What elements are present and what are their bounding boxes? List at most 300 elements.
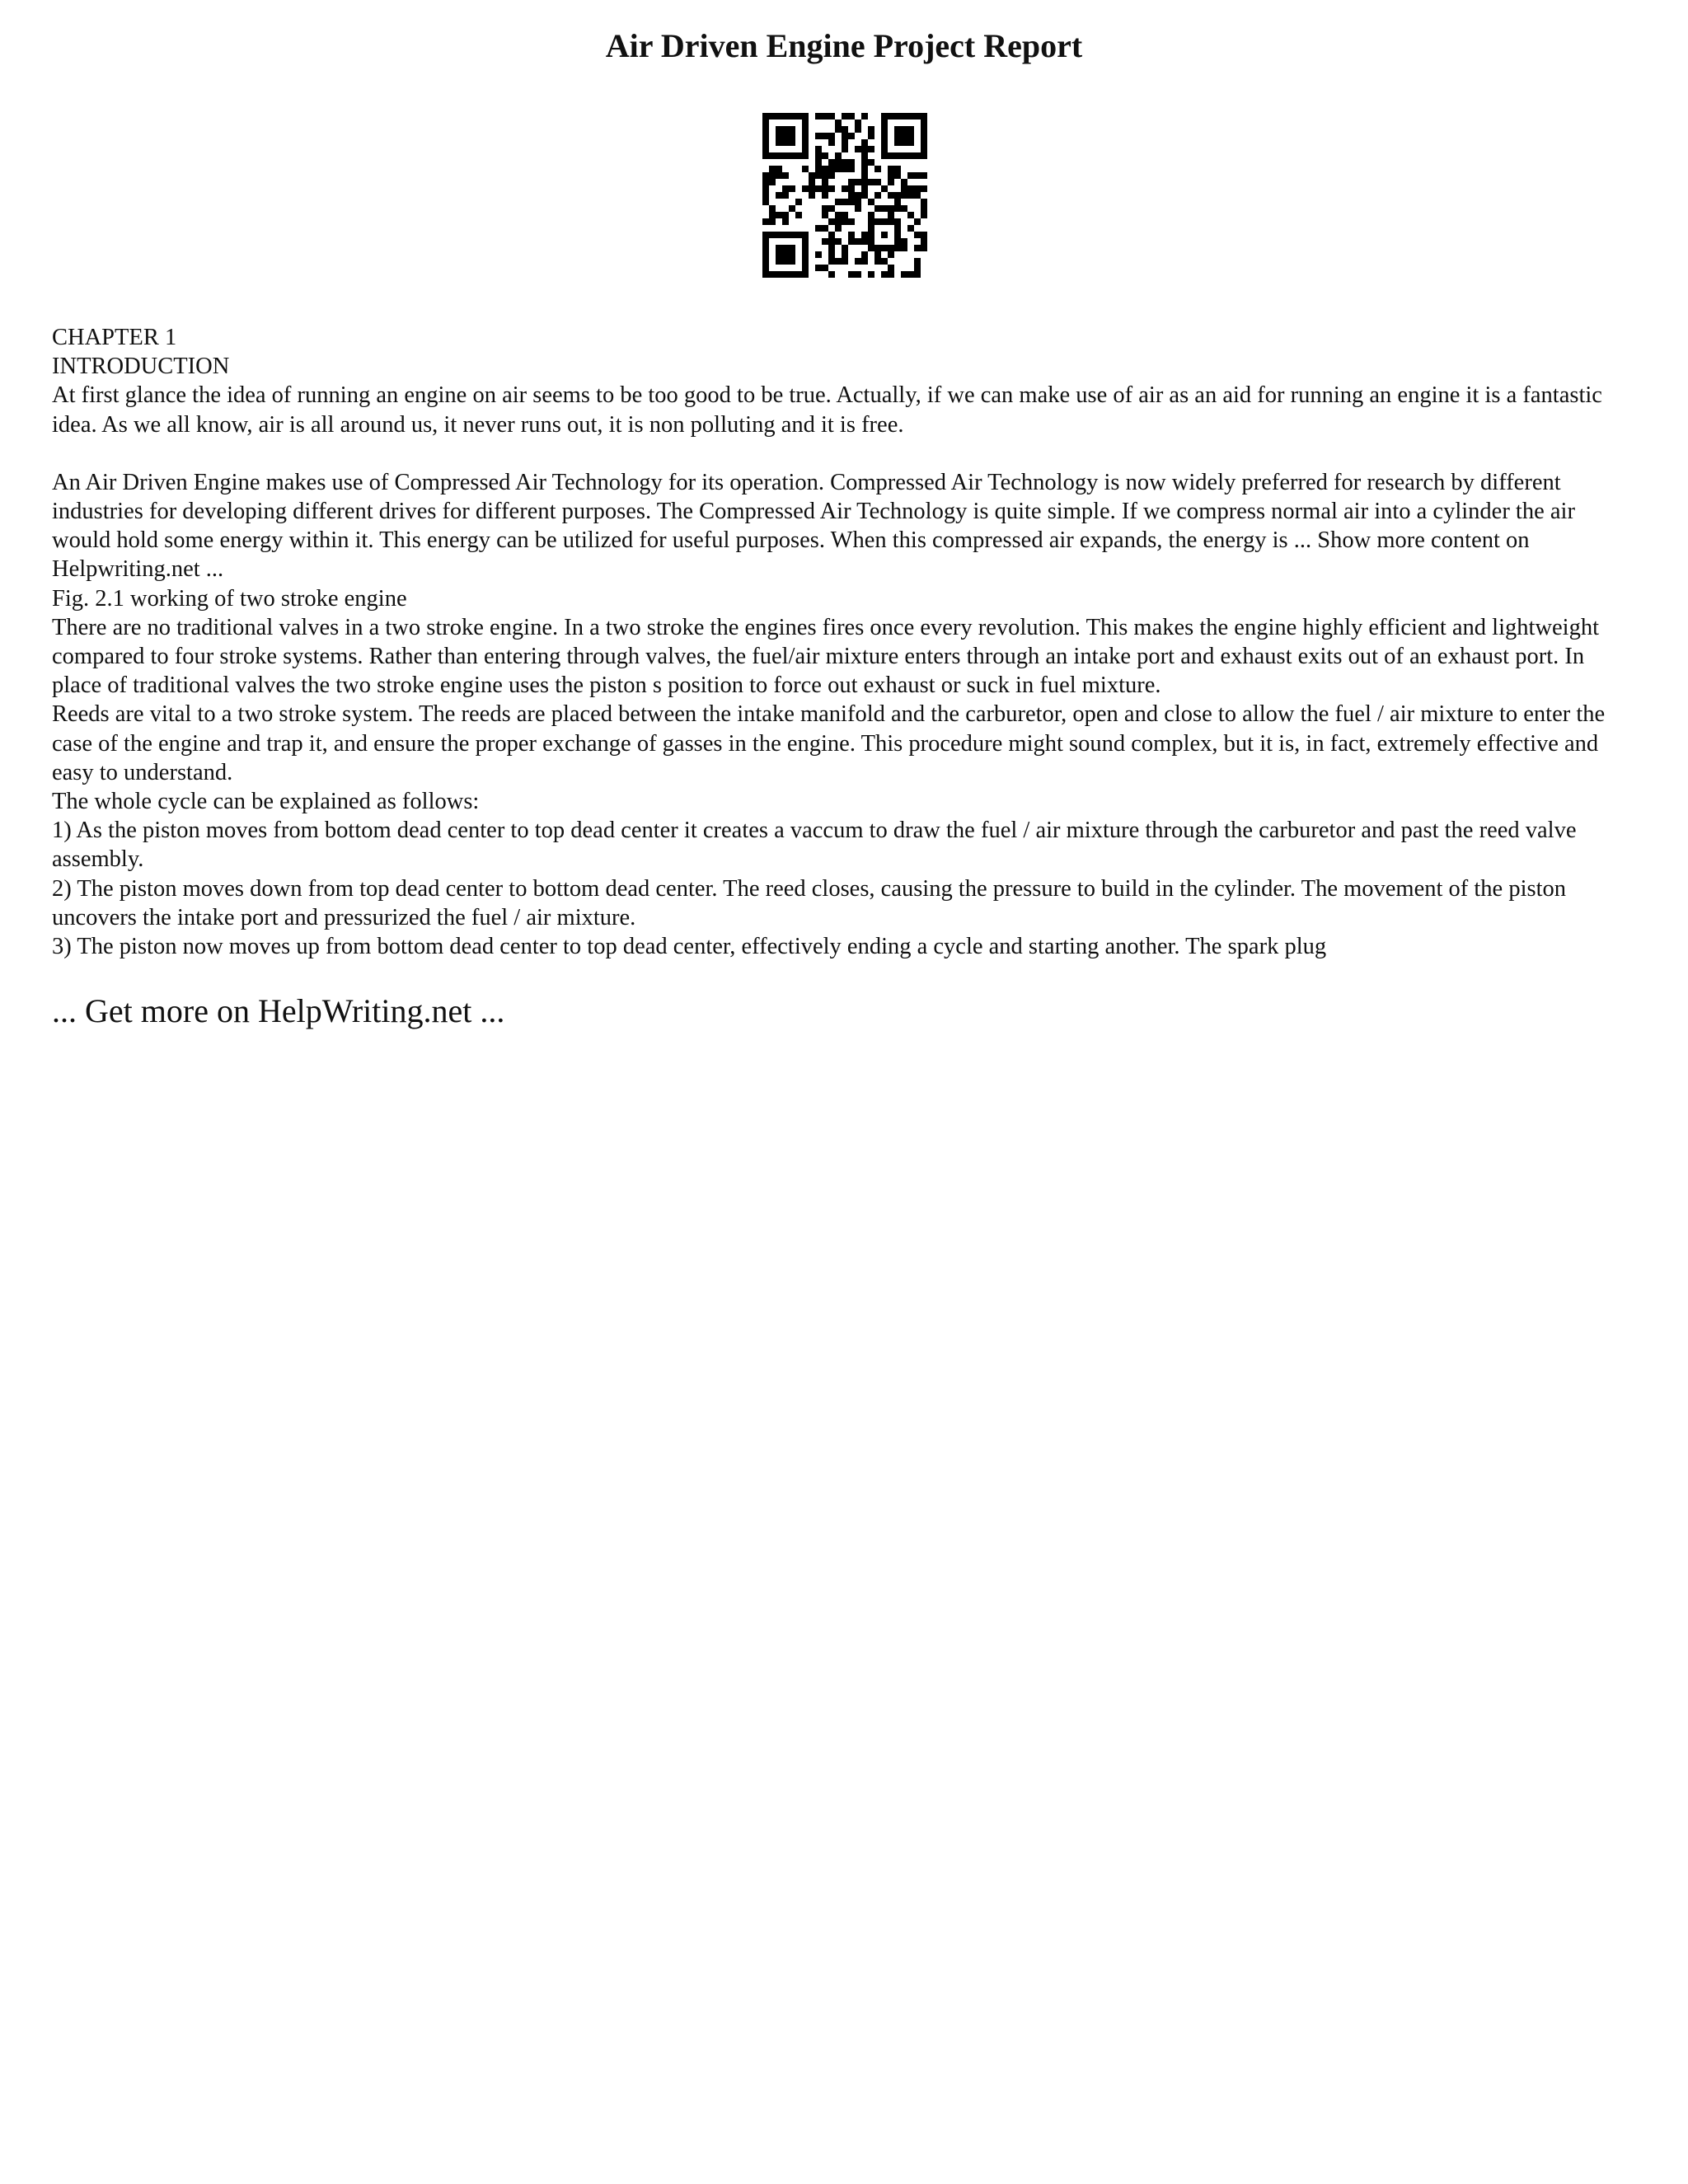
qr-module (782, 271, 789, 278)
qr-module (894, 152, 901, 159)
qr-module (848, 179, 855, 185)
qr-module (921, 238, 927, 245)
qr-module (901, 126, 907, 133)
qr-module (822, 133, 828, 139)
qr-module (907, 192, 914, 199)
qr-module (822, 205, 828, 212)
qr-module (894, 192, 901, 199)
qr-module (776, 245, 782, 251)
qr-module (888, 172, 894, 179)
qr-module (868, 238, 874, 245)
qr-module (848, 113, 855, 120)
qr-module (855, 126, 861, 133)
qr-module (809, 172, 815, 179)
qr-module (842, 212, 848, 218)
qr-module (776, 212, 782, 218)
qr-module (901, 192, 907, 199)
qr-module (907, 185, 914, 192)
qr-module (762, 258, 769, 265)
qr-module (782, 192, 789, 199)
qr-module (782, 113, 789, 120)
qr-module (822, 238, 828, 245)
qr-module (848, 199, 855, 205)
qr-module (782, 232, 789, 238)
qr-module (835, 120, 842, 126)
qr-module (789, 185, 795, 192)
qr-module (861, 185, 868, 192)
qr-code-graphic (762, 113, 927, 278)
qr-module (881, 271, 888, 278)
qr-module (861, 152, 868, 159)
qr-module (769, 232, 776, 238)
qr-module (901, 205, 907, 212)
qr-module (782, 245, 789, 251)
qr-module (868, 126, 874, 133)
qr-module (894, 232, 901, 238)
qr-module (881, 113, 888, 120)
qr-module (782, 251, 789, 258)
qr-module (855, 179, 861, 185)
qr-module (822, 225, 828, 232)
qr-module (921, 139, 927, 146)
qr-module (868, 146, 874, 152)
qr-module (802, 232, 809, 238)
qr-module (762, 218, 769, 225)
qr-module (802, 139, 809, 146)
qr-module (762, 245, 769, 251)
qr-module (762, 251, 769, 258)
qr-module (894, 133, 901, 139)
qr-module (868, 133, 874, 139)
qr-code-icon (762, 113, 927, 278)
get-more-link[interactable]: ... Get more on HelpWriting.net ... (52, 992, 505, 1029)
qr-module (815, 225, 822, 232)
qr-module (855, 271, 861, 278)
section-heading: INTRODUCTION (52, 354, 230, 380)
qr-module (894, 225, 901, 232)
qr-module (815, 146, 822, 152)
qr-module (901, 245, 907, 251)
qr-module (802, 133, 809, 139)
qr-module (881, 152, 888, 159)
qr-module (921, 212, 927, 218)
qr-module (907, 271, 914, 278)
qr-module (861, 179, 868, 185)
qr-module (861, 238, 868, 245)
qr-module (769, 212, 776, 218)
qr-module (881, 258, 888, 265)
qr-module (848, 271, 855, 278)
qr-module (828, 172, 835, 179)
qr-module (842, 185, 848, 192)
qr-module (842, 218, 848, 225)
qr-module (914, 265, 921, 271)
qr-module (822, 166, 828, 172)
qr-module (868, 179, 874, 185)
qr-module (762, 152, 769, 159)
qr-module (789, 133, 795, 139)
qr-module (907, 113, 914, 120)
qr-module (842, 251, 848, 258)
qr-module (888, 192, 894, 199)
qr-module (802, 245, 809, 251)
qr-module (842, 199, 848, 205)
qr-module (914, 172, 921, 179)
qr-module (914, 245, 921, 251)
qr-module (861, 172, 868, 179)
qr-module (762, 179, 769, 185)
qr-module (874, 251, 881, 258)
qr-module (776, 113, 782, 120)
qr-module (815, 113, 822, 120)
qr-module (776, 258, 782, 265)
qr-module (861, 113, 868, 120)
qr-module (888, 218, 894, 225)
qr-module (802, 258, 809, 265)
qr-module (828, 139, 835, 146)
qr-module (815, 159, 822, 166)
qr-module (802, 166, 809, 172)
qr-module (842, 133, 848, 139)
qr-module (762, 113, 769, 120)
qr-module (894, 113, 901, 120)
qr-module (802, 251, 809, 258)
qr-module (901, 113, 907, 120)
qr-module (861, 258, 868, 265)
qr-module (828, 205, 835, 212)
qr-module (776, 232, 782, 238)
paragraph-reeds: Reeds are vital to a two stroke system. The reeds are placed between the intake manifold and the carburetor, open and close to allow the fuel / air mixture to enter the case of the engine and trap it, and ensure the proper exchange of gasses in the engine. This procedure might sound complex, but it is, in fact, extremely effective and easy to understand. (52, 701, 1606, 785)
qr-module (835, 126, 842, 133)
qr-module (828, 258, 835, 265)
qr-module (848, 192, 855, 199)
qr-module (881, 245, 888, 251)
qr-module (848, 166, 855, 172)
qr-module (894, 172, 901, 179)
qr-module (921, 185, 927, 192)
qr-module (762, 146, 769, 152)
qr-module (861, 146, 868, 152)
qr-module (921, 152, 927, 159)
qr-module (901, 185, 907, 192)
qr-module (907, 133, 914, 139)
qr-module (795, 271, 802, 278)
qr-module (881, 139, 888, 146)
qr-module (842, 245, 848, 251)
qr-module (802, 126, 809, 133)
qr-module (848, 133, 855, 139)
qr-module (809, 185, 815, 192)
qr-module (802, 120, 809, 126)
qr-module (835, 166, 842, 172)
qr-module (861, 139, 868, 146)
qr-module (868, 232, 874, 238)
qr-module (855, 192, 861, 199)
qr-module (782, 218, 789, 225)
qr-module (855, 238, 861, 245)
qr-module (828, 238, 835, 245)
qr-module (795, 113, 802, 120)
qr-module (914, 185, 921, 192)
qr-module (894, 199, 901, 205)
qr-module (782, 258, 789, 265)
qr-module (861, 159, 868, 166)
qr-module (894, 126, 901, 133)
qr-module (842, 146, 848, 152)
qr-module (776, 152, 782, 159)
qr-module (868, 218, 874, 225)
qr-module (776, 133, 782, 139)
qr-module (881, 205, 888, 212)
qr-module (848, 218, 855, 225)
qr-module (921, 172, 927, 179)
qr-module (868, 245, 874, 251)
qr-module (881, 232, 888, 238)
document-title: Air Driven Engine Project Report (605, 27, 1083, 64)
qr-module (888, 265, 894, 271)
qr-module (835, 225, 842, 232)
qr-module (874, 166, 881, 172)
qr-module (822, 212, 828, 218)
qr-module (776, 126, 782, 133)
qr-module (921, 120, 927, 126)
qr-module (848, 159, 855, 166)
qr-module (782, 152, 789, 159)
qr-module (888, 245, 894, 251)
qr-module (769, 271, 776, 278)
qr-module (907, 126, 914, 133)
qr-module (894, 218, 901, 225)
qr-module (789, 271, 795, 278)
qr-module (835, 238, 842, 245)
qr-module (881, 126, 888, 133)
qr-module (802, 238, 809, 245)
qr-module (842, 159, 848, 166)
qr-module (762, 265, 769, 271)
qr-module (789, 245, 795, 251)
qr-module (842, 166, 848, 172)
qr-module (855, 120, 861, 126)
qr-module (868, 199, 874, 205)
qr-module (914, 258, 921, 265)
qr-module (795, 212, 802, 218)
qr-module (907, 212, 914, 218)
qr-module (802, 113, 809, 120)
qr-module (855, 146, 861, 152)
qr-module (842, 258, 848, 265)
qr-module (776, 192, 782, 199)
qr-module (782, 126, 789, 133)
qr-module (874, 218, 881, 225)
qr-module (901, 271, 907, 278)
qr-module (881, 133, 888, 139)
qr-module (888, 205, 894, 212)
qr-module (762, 192, 769, 199)
qr-module (815, 185, 822, 192)
qr-module (888, 166, 894, 172)
qr-module (874, 192, 881, 199)
qr-module (842, 139, 848, 146)
cycle-step-2: 2) The piston moves down from top dead center to bottom dead center. The reed closes, causing the pressure to build in the cylinder. The movement of the piston uncovers the intake port and pressurized the fuel / air mixture. (52, 875, 1567, 930)
qr-module (868, 271, 874, 278)
qr-module (835, 218, 842, 225)
qr-module (888, 251, 894, 258)
qr-module (894, 139, 901, 146)
qr-module (914, 232, 921, 238)
qr-module (822, 113, 828, 120)
qr-module (901, 152, 907, 159)
qr-module (874, 245, 881, 251)
qr-module (782, 185, 789, 192)
qr-module (776, 172, 782, 179)
qr-module (789, 258, 795, 265)
qr-module (888, 152, 894, 159)
qr-module (888, 113, 894, 120)
qr-module (802, 152, 809, 159)
qr-module (888, 179, 894, 185)
qr-module (822, 172, 828, 179)
qr-module (776, 271, 782, 278)
qr-module (868, 212, 874, 218)
qr-module (762, 232, 769, 238)
qr-module (762, 199, 769, 205)
qr-module (835, 159, 842, 166)
qr-module (769, 166, 776, 172)
qr-module (921, 133, 927, 139)
qr-module (762, 133, 769, 139)
qr-module (769, 152, 776, 159)
qr-module (921, 126, 927, 133)
qr-module (802, 185, 809, 192)
qr-module (802, 265, 809, 271)
qr-module (848, 185, 855, 192)
qr-module (762, 126, 769, 133)
qr-module (828, 185, 835, 192)
qr-module (907, 139, 914, 146)
qr-module (907, 225, 914, 232)
qr-module (848, 238, 855, 245)
qr-module (855, 199, 861, 205)
qr-module (769, 218, 776, 225)
paragraph-two-stroke: There are no traditional valves in a two stroke engine. In a two stroke the engines fires once every revolution. This makes the engine highly efficient and lightweight compared to four stroke systems. Rather than entering through valves, the fuel/air mixture enters through an intake port and exhaust exits out of an exhaust port. In place of traditional valves the two stroke engine uses the piston s position to force out exhaust or suck in fuel mixture. (52, 614, 1600, 699)
qr-module (789, 232, 795, 238)
qr-module (815, 251, 822, 258)
qr-module (888, 212, 894, 218)
qr-module (901, 133, 907, 139)
qr-module (914, 192, 921, 199)
qr-module (835, 199, 842, 205)
qr-module (835, 258, 842, 265)
qr-module (782, 172, 789, 179)
qr-module (835, 152, 842, 159)
qr-module (762, 238, 769, 245)
document-body (52, 323, 1639, 961)
qr-module (802, 271, 809, 278)
qr-module (815, 172, 822, 179)
qr-module (822, 192, 828, 199)
qr-module (789, 126, 795, 133)
qr-module (782, 139, 789, 146)
qr-module (921, 232, 927, 238)
qr-module (874, 258, 881, 265)
qr-module (769, 113, 776, 120)
qr-module (822, 152, 828, 159)
qr-module (868, 159, 874, 166)
qr-module (921, 199, 927, 205)
qr-module (921, 113, 927, 120)
qr-module (861, 251, 868, 258)
qr-module (828, 159, 835, 166)
qr-module (828, 271, 835, 278)
qr-module (822, 179, 828, 185)
qr-module (762, 172, 769, 179)
qr-module (914, 271, 921, 278)
qr-module (815, 133, 822, 139)
cycle-step-3: 3) The piston now moves up from bottom dead center to top dead center, effectively ending a cycle and starting another. The spark plug (52, 934, 1327, 960)
qr-module (828, 245, 835, 251)
qr-module (828, 232, 835, 238)
qr-module (848, 232, 855, 238)
qr-module (809, 179, 815, 185)
qr-module (828, 218, 835, 225)
qr-module (881, 120, 888, 126)
qr-module (782, 212, 789, 218)
qr-module (769, 172, 776, 179)
qr-module (881, 185, 888, 192)
qr-module (921, 205, 927, 212)
qr-module (842, 126, 848, 133)
qr-module (874, 179, 881, 185)
qr-module (861, 192, 868, 199)
qr-module (802, 146, 809, 152)
figure-caption: Fig. 2.1 working of two stroke engine (52, 585, 407, 612)
qr-module (828, 166, 835, 172)
qr-module (914, 113, 921, 120)
paragraph-compressed-air: An Air Driven Engine makes use of Compressed Air Technology for its operation. Compressed Air Technology is now widely preferred for research by different industries for developing different drives for different purposes. The Compressed Air Technology is quite simple. If we compress normal air into a cylinder the air would hold some energy within it. This energy can be utilized for useful purposes. When this compressed air expands, the energy is ... Show more content on Helpwriting.net ... (52, 469, 1575, 583)
qr-module (789, 113, 795, 120)
qr-module (815, 152, 822, 159)
qr-module (762, 271, 769, 278)
cycle-step-1: 1) As the piston moves from bottom dead center to top dead center it creates a vaccum to draw the fuel / air mixture through the carburetor and past the reed valve assembly. (52, 818, 1577, 873)
chapter-label: CHAPTER 1 (52, 325, 177, 350)
qr-module (861, 232, 868, 238)
qr-module (894, 166, 901, 172)
paragraph-intro: At first glance the idea of running an engine on air seems to be too good to be true. Actually, if we can make use of air as an aid for running an engine it is a fantastic idea. As we all know, air is all around us, it never runs out, it is non polluting and it is free. (52, 382, 1602, 438)
qr-module (795, 232, 802, 238)
qr-module (907, 152, 914, 159)
qr-module (762, 185, 769, 192)
qr-module (874, 205, 881, 212)
qr-module (828, 133, 835, 139)
qr-module (921, 146, 927, 152)
qr-module (914, 218, 921, 225)
qr-module (894, 205, 901, 212)
qr-module (789, 152, 795, 159)
qr-module (782, 133, 789, 139)
qr-module (795, 152, 802, 159)
paragraph-spacer (52, 439, 1639, 468)
qr-module (894, 238, 901, 245)
qr-module (789, 205, 795, 212)
qr-module (822, 265, 828, 271)
qr-module (822, 185, 828, 192)
qr-module (762, 120, 769, 126)
qr-module (828, 113, 835, 120)
qr-module (868, 225, 874, 232)
qr-module (762, 139, 769, 146)
qr-module (861, 166, 868, 172)
qr-module (776, 166, 782, 172)
